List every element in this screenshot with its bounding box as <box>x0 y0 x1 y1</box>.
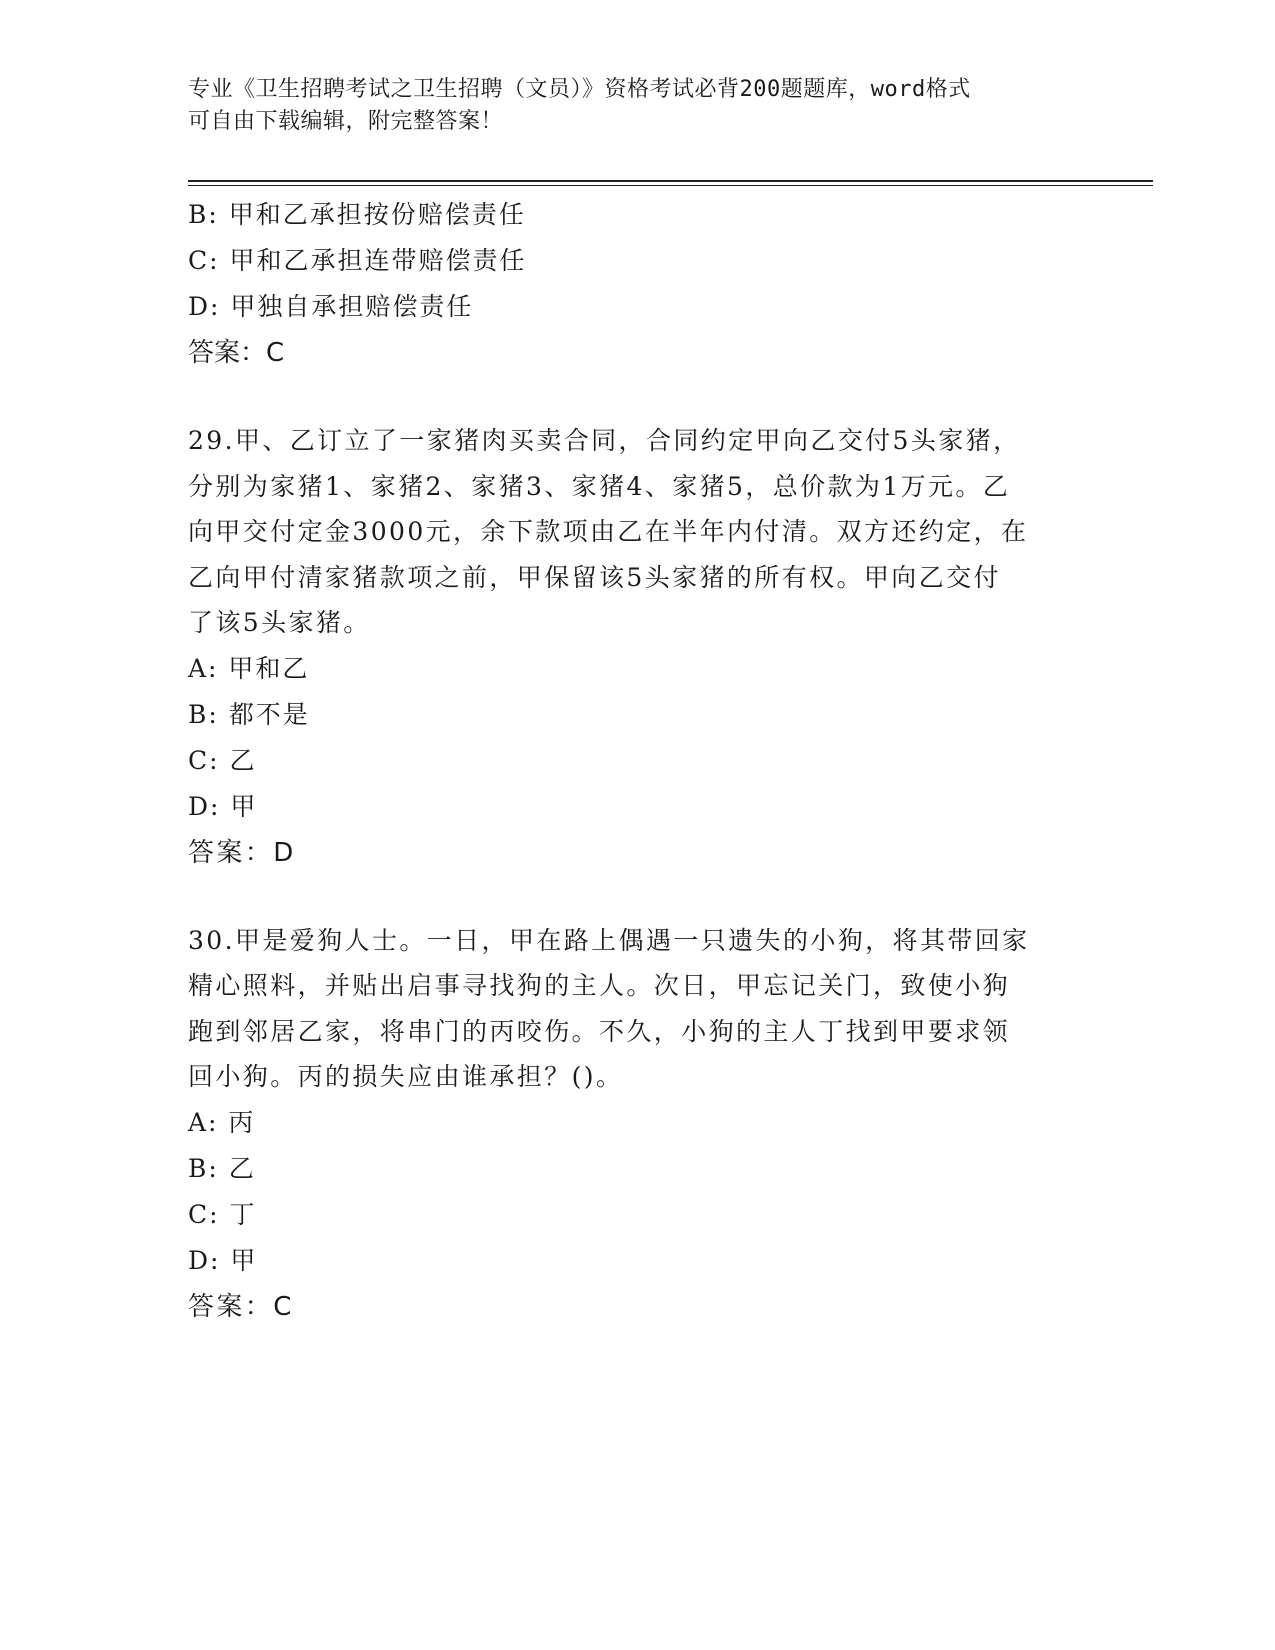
question-text-line: 29.甲、乙订立了一家猪肉买卖合同，合同约定甲向乙交付5头家猪， <box>188 426 1021 455</box>
question-text-line: 回小狗。丙的损失应由谁承担？()。 <box>188 1062 624 1091</box>
document-header <box>188 74 1088 138</box>
answer-line: 答案：D <box>188 837 296 868</box>
question-text-line: 了该5头家猪。 <box>188 608 371 637</box>
header-line-2: 可自由下载编辑，附完整答案！ <box>188 109 504 134</box>
question-text-line: 乙向甲付清家猪款项之前，甲保留该5头家猪的所有权。甲向乙交付 <box>188 562 1001 592</box>
option-c: C: 乙 <box>188 745 257 775</box>
option-a: A: 丙 <box>188 1107 256 1137</box>
answer-line: 答案：C <box>188 338 285 368</box>
header-line-1: 专业《卫生招聘考试之卫生招聘（文员）》资格考试必背200题题库，word格式 <box>188 77 971 102</box>
option-d: D: 甲 <box>188 1245 258 1275</box>
answer-line: 答案：C <box>188 1291 294 1322</box>
option-d: D: 甲 <box>188 791 258 821</box>
document-body <box>188 192 1088 1330</box>
question-text-line: 30.甲是爱狗人士。一日，甲在路上偶遇一只遗失的小狗，将其带回家 <box>188 925 1030 955</box>
option-c: C: 甲和乙承担连带赔偿责任 <box>188 246 527 275</box>
question-29 <box>188 418 1088 876</box>
previous-question-tail <box>188 192 1088 376</box>
option-d: D: 甲独自承担赔偿责任 <box>188 292 474 321</box>
header-divider-thin <box>188 185 1153 186</box>
question-text-line: 精心照料，并贴出启事寻找狗的主人。次日，甲忘记关门，致使小狗 <box>188 971 1011 1000</box>
option-a: A: 甲和乙 <box>188 653 310 683</box>
question-text-line: 分别为家猪1、家猪2、家猪3、家猪4、家猪5，总价款为1万元。乙 <box>188 471 1011 501</box>
question-30 <box>188 918 1088 1330</box>
option-b: B: 甲和乙承担按份赔偿责任 <box>188 200 526 229</box>
question-text-line: 向甲交付定金3000元，余下款项由乙在半年内付清。双方还约定，在 <box>188 517 1029 546</box>
header-divider-thick <box>188 180 1153 182</box>
question-text-line: 跑到邻居乙家，将串门的丙咬伤。不久，小狗的主人丁找到甲要求领 <box>188 1016 1011 1046</box>
option-c: C: 丁 <box>188 1199 257 1229</box>
option-b: B: 乙 <box>188 1153 256 1183</box>
option-b: B: 都不是 <box>188 699 310 729</box>
